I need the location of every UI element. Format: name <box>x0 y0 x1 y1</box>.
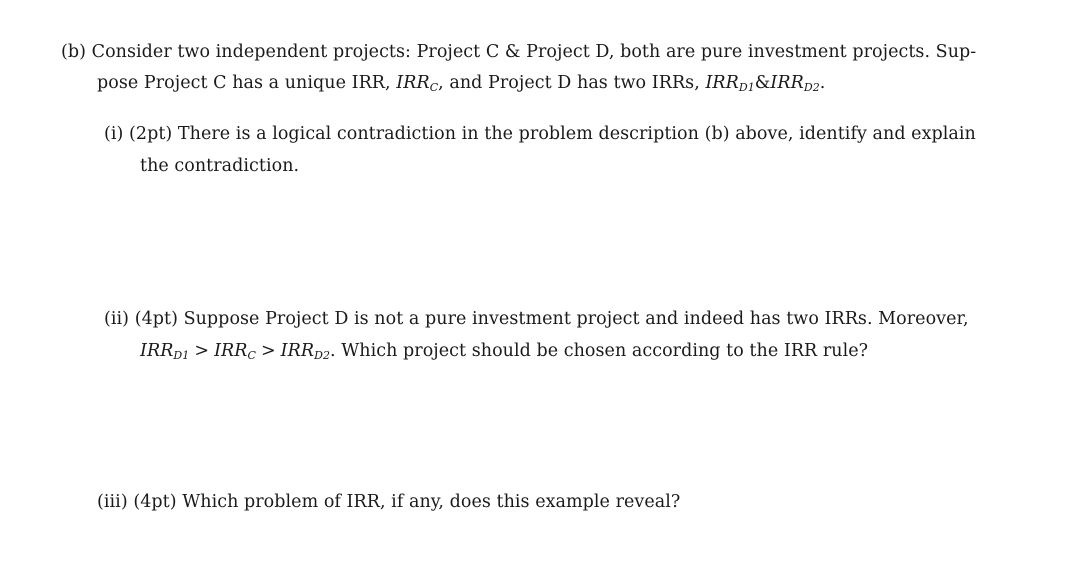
question-ii-line-1 <box>104 308 969 330</box>
irr-c-symbol: $IRR_C$ <box>396 73 439 94</box>
irr-d2-symbol: $IRR_{D2}$ <box>280 341 331 362</box>
part-b-text-1: Consider two independent projects: Project C & Project D, both are pure investment projects. Sup- <box>91 42 977 62</box>
irr-d1-symbol: $IRR_{D1}$ <box>705 73 755 94</box>
greater-than-sign: > <box>194 341 210 361</box>
question-i-text-1: (2pt) There is a logical contradiction in the problem description (b) above, identify and explain <box>129 124 976 144</box>
irr-d1-symbol: $IRR_{D1}$ <box>140 341 190 362</box>
question-iii-text-1: (4pt) Which problem of IRR, if any, does this example reveal? <box>133 492 681 512</box>
part-b-text-2: pose Project C has a unique IRR, <box>97 73 397 93</box>
irr-c-symbol: $IRR_C$ <box>214 341 256 362</box>
question-iii-line-1 <box>97 491 680 513</box>
question-ii-line-2 <box>140 340 868 362</box>
part-b-label: (b) <box>61 42 87 62</box>
part-b-text-3: , and Project D has two IRRs, <box>438 73 706 93</box>
question-ii-label: (ii) <box>104 309 130 329</box>
question-i-label: (i) <box>104 124 124 144</box>
question-iii-label: (iii) <box>97 492 128 512</box>
question-ii-text-2: . Which project should be chosen according to the IRR rule? <box>330 341 869 361</box>
question-ii-text-1: (4pt) Suppose Project D is not a pure investment project and indeed has two IRRs. Moreover, <box>134 309 969 329</box>
ampersand: & <box>754 73 771 93</box>
question-i-text-2: the contradiction. <box>140 156 300 176</box>
greater-than-sign: > <box>260 341 276 361</box>
question-i-line-2 <box>140 155 299 177</box>
part-b-line-2: pose Project C has a unique IRR, $IRR_C$, and Project D has two IRRs, $IRR_{D1}\&IRR_{D2}$. <box>97 73 826 94</box>
part-b-line-1 <box>61 41 976 63</box>
irr-d2-symbol: $IRR_{D2}$ <box>770 73 820 94</box>
question-i-line-1 <box>104 123 976 145</box>
